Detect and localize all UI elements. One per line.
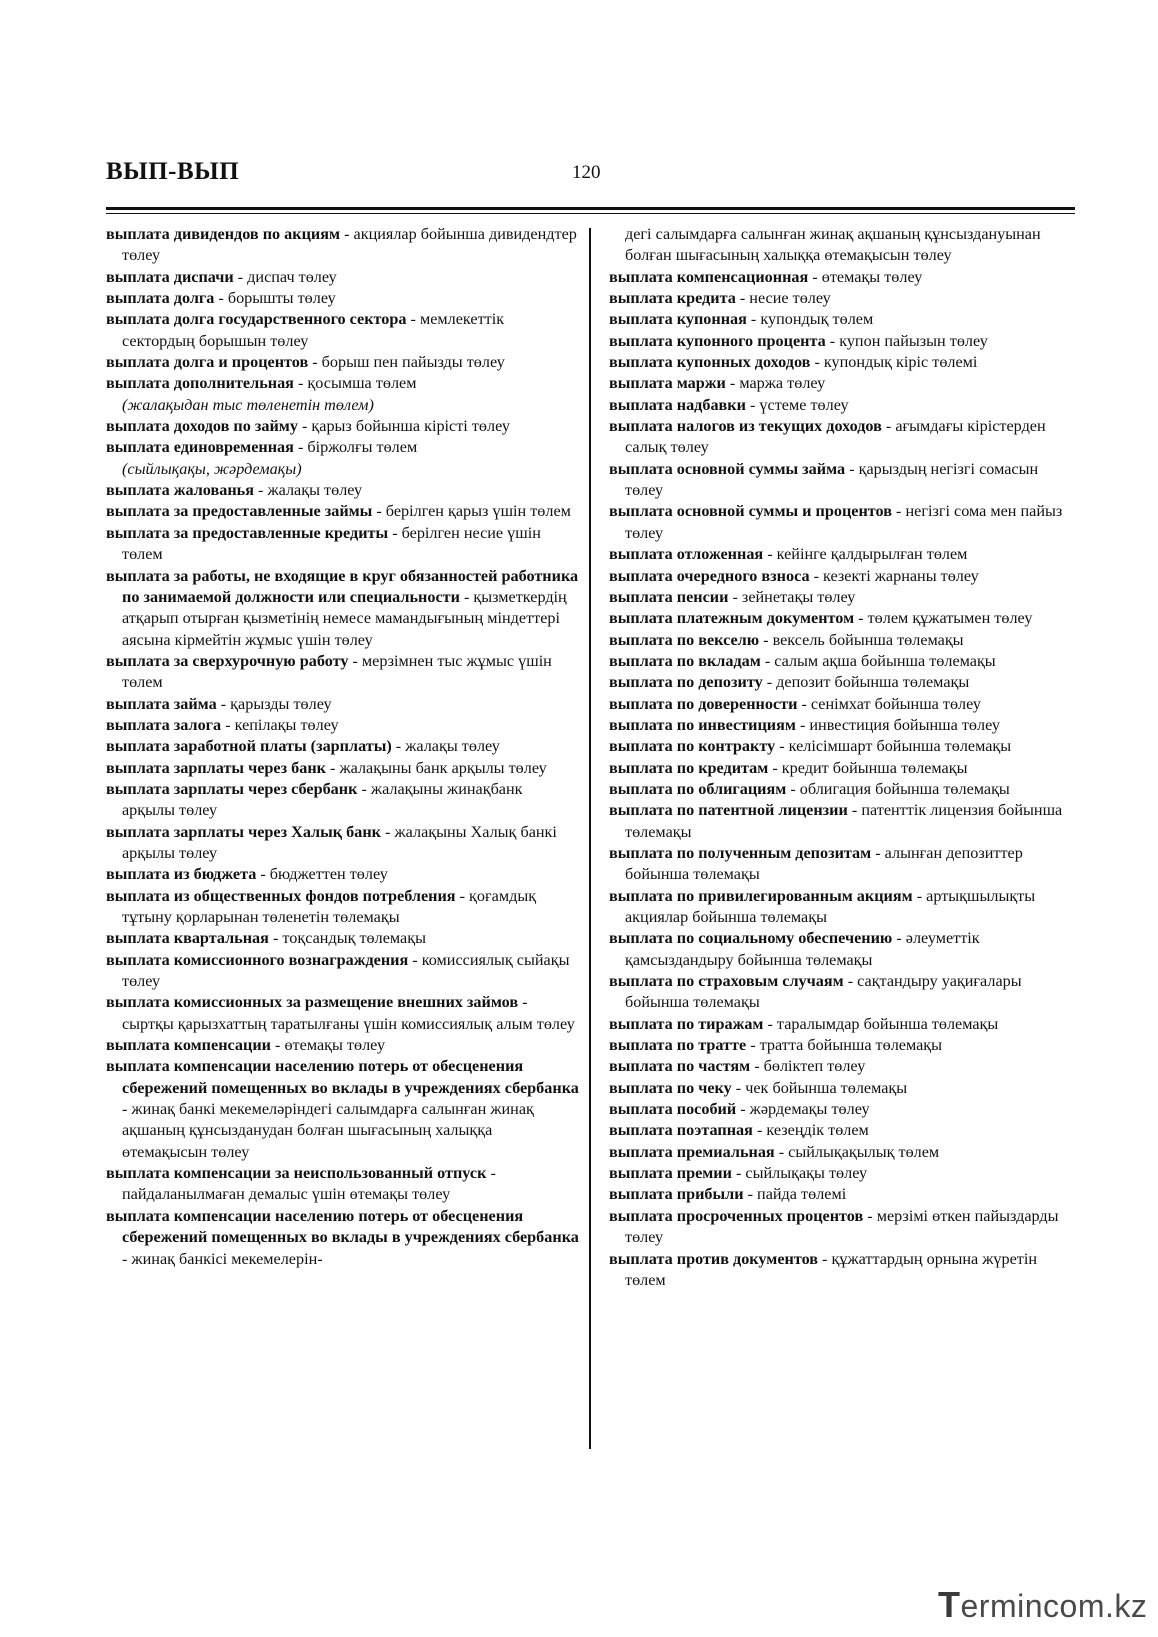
dictionary-entry	[609, 267, 1077, 288]
dictionary-entry	[609, 1206, 1077, 1249]
dictionary-entry	[106, 715, 579, 736]
entry-term: выплата квартальная	[106, 929, 269, 948]
entry-term: выплата по облигациям	[609, 779, 787, 798]
dictionary-entry	[106, 566, 579, 651]
entry-definition: - сыйлықақылық төлем	[774, 1142, 940, 1161]
entry-term: выплата премии	[609, 1164, 732, 1183]
entry-definition: - салым ақша бойынша төлемақы	[760, 651, 996, 670]
entry-term: выплата по тиражам	[609, 1014, 764, 1033]
dictionary-entry	[609, 1163, 1077, 1184]
dictionary-entry	[106, 1206, 579, 1270]
right-column	[609, 224, 1077, 1291]
entry-definition: - облигация бойынша төлемақы	[786, 779, 1010, 798]
entry-definition: - кезекті жарнаны төлеу	[809, 566, 979, 585]
entry-term: выплата по патентной лицензии	[609, 801, 848, 820]
dictionary-entry	[106, 928, 579, 949]
left-column	[106, 224, 579, 1270]
dictionary-entry	[609, 1056, 1077, 1077]
entry-definition: - берілген қарыз үшін төлем	[372, 502, 571, 521]
entry-definition: - комиссиялық сыйақы төлеу	[122, 950, 570, 991]
entry-term: выплата за работы, не входящие в круг обязанностей работника по занимаемой должности или специальности	[106, 566, 579, 606]
entry-term: выплата комиссионного вознаграждения	[106, 950, 409, 969]
entry-term: выплата по векселю	[609, 630, 760, 649]
entry-definition: - қарызды төлеу	[216, 694, 332, 713]
entry-definition: - мерзімі өткен пайыздарды төлеу	[625, 1206, 1059, 1247]
entry-definition: - бюджеттен төлеу	[256, 865, 388, 884]
dictionary-entry	[609, 843, 1077, 886]
entry-term: выплата по доверенности	[609, 694, 798, 713]
entry-definition: - кейінге қалдырылған төлем	[763, 545, 968, 564]
entry-term: выплата основной суммы и процентов	[609, 502, 892, 521]
entry-definition: - жалақы төлеу	[391, 737, 500, 756]
entry-definition: - борышты төлеу	[214, 289, 336, 308]
dictionary-entry	[609, 395, 1077, 416]
entry-term: выплата за предоставленные займы	[106, 502, 373, 521]
entry-definition: - купон пайызын төлеу	[825, 331, 988, 350]
entry-definition: - қызметкердің атқарып отырған қызметінің немесе мамандығының міндеттері аясына кірмейтін жұмыс үшін төлеу	[122, 587, 567, 649]
entry-definition: - артықшылықты акциялар бойынша төлемақы	[625, 886, 1036, 926]
dictionary-entry	[106, 736, 579, 757]
entry-term: выплата займа	[106, 694, 217, 713]
entry-term: выплата премиальная	[609, 1142, 775, 1161]
dictionary-entry	[106, 352, 579, 373]
entry-term: выплата по социальному обеспечению	[609, 929, 893, 948]
entry-term: выплата жалованья	[106, 481, 254, 500]
dictionary-entry	[609, 352, 1077, 373]
entry-definition: - диспач төлеу	[233, 267, 337, 286]
entry-term: выплата зарплаты через банк	[106, 758, 326, 777]
entry-definition: - вексель бойынша төлемақы	[759, 630, 964, 649]
entry-definition: - өтемақы төлеу	[808, 267, 923, 286]
entry-definition: - келісімшарт бойынша төлемақы	[775, 737, 1012, 756]
entry-definition: - жәрдемақы төлеу	[736, 1100, 870, 1119]
dictionary-entry	[609, 373, 1077, 394]
entry-term: выплата просроченных процентов	[609, 1206, 864, 1225]
dictionary-entry	[609, 501, 1077, 544]
dictionary-entry	[609, 459, 1077, 502]
entry-term: выплата по страховым случаям	[609, 972, 844, 991]
dictionary-entry	[609, 1249, 1077, 1292]
dictionary-entry	[106, 267, 579, 288]
entry-term: выплата по кредитам	[609, 758, 769, 777]
entry-definition: - бөліктеп төлеу	[750, 1057, 866, 1076]
entry-definition: - акциялар бойынша дивидендтер төлеу	[122, 225, 577, 265]
entry-definition: - негізгі сома мен пайыз төлеу	[625, 502, 1063, 542]
entry-term: выплата из бюджета	[106, 865, 257, 884]
dictionary-entry	[609, 1120, 1077, 1141]
entry-term: выплата по чеку	[609, 1078, 732, 1097]
dictionary-entry	[106, 224, 579, 267]
entry-term: выплата налогов из текущих доходов	[609, 417, 882, 436]
dictionary-entry	[609, 1035, 1077, 1056]
entry-term: выплата пенсии	[609, 587, 729, 606]
entry-term: выплата платежным документом	[609, 609, 855, 628]
entry-definition: - қарыз бойынша кірісті төлеу	[297, 417, 510, 436]
entry-term: выплата за предоставленные кредиты	[106, 523, 389, 542]
entry-term: выплата кредита	[609, 289, 736, 308]
dictionary-entry	[609, 587, 1077, 608]
entry-definition: - жинақ банкі мекемеләріндегі салымдарға салынған жинақ ақшаның құнсызданудан болған шығасының халыққа өтемақысын төлеу	[122, 1100, 534, 1161]
dictionary-entry	[106, 758, 579, 779]
dictionary-entry	[106, 992, 579, 1035]
entry-term: выплата за сверхурочную работу	[106, 651, 349, 670]
entry-term: выплата поэтапная	[609, 1121, 753, 1140]
dictionary-entry	[609, 928, 1077, 971]
entry-definition: - қоғамдық тұтыну қорларынан төленетін төлемақы	[122, 886, 537, 926]
dictionary-entry	[106, 523, 579, 566]
entry-definition: - тратта бойынша төлемақы	[746, 1036, 943, 1055]
header-rule-thick	[106, 207, 1075, 210]
entry-definition: - купондық кіріс төлемі	[810, 353, 978, 372]
entry-definition: - берілген несие үшін төлем	[122, 523, 541, 564]
entry-term: выплата надбавки	[609, 395, 746, 414]
dictionary-entry	[106, 779, 579, 822]
dictionary-entry	[106, 694, 579, 715]
entry-term: выплата по вкладам	[609, 651, 761, 670]
dictionary-entry	[106, 651, 579, 694]
entry-term: выплата дополнительная	[106, 374, 294, 393]
dictionary-entry	[106, 1035, 579, 1056]
dictionary-entry	[609, 779, 1077, 800]
entry-term: выплата залога	[106, 715, 222, 734]
entry-term: выплата по частям	[609, 1057, 751, 1076]
dictionary-entry	[609, 694, 1077, 715]
entry-definition: - жалақыны жинақбанк арқылы төлеу	[122, 779, 523, 820]
entry-term: выплата комиссионных за размещение внешних займов	[106, 993, 519, 1012]
entry-term: выплата пособий	[609, 1100, 737, 1119]
dictionary-entry	[609, 608, 1077, 629]
dictionary-entry	[609, 1142, 1077, 1163]
dictionary-entry	[106, 864, 579, 885]
entry-definition: - жинақ банкісі мекемелерін-	[122, 1249, 323, 1268]
entry-definition: - өтемақы төлеу	[270, 1036, 386, 1055]
entry-term: выплата долга государственного сектора	[106, 310, 407, 329]
entry-definition: - купондық төлем	[746, 310, 874, 329]
entry-note: (сыйлықақы, жәрдемақы)	[122, 459, 302, 478]
entry-definition: - біржолғы төлем	[293, 438, 418, 457]
entry-term: выплата очередного взноса	[609, 566, 810, 585]
entry-definition: - кезеңдік төлем	[752, 1121, 869, 1140]
entry-term: выплата единовременная	[106, 438, 294, 457]
entry-term: выплата долга	[106, 289, 215, 308]
entry-definition: - сыйлықақы төлеу	[731, 1164, 868, 1183]
entry-term: выплата зарплаты через Халық банк	[106, 822, 381, 841]
page-header-title: ВЫП-ВЫП	[106, 158, 240, 185]
logo-text: ermincom.kz	[960, 1588, 1148, 1624]
dictionary-entry	[106, 886, 579, 929]
entry-term: выплата купонных доходов	[609, 353, 811, 372]
entry-definition: - маржа төлеу	[725, 374, 826, 393]
entry-note: (жалақыдан тыс төленетін төлем)	[122, 395, 374, 414]
dictionary-entry	[609, 288, 1077, 309]
entry-term: выплата основной суммы займа	[609, 459, 846, 478]
entry-definition: - кредит бойынша төлемақы	[768, 758, 968, 777]
column-divider	[589, 228, 591, 1449]
logo-initial: T	[938, 1584, 961, 1625]
dictionary-entry	[106, 288, 579, 309]
entry-definition: - жалақыны Халық банкі арқылы төлеу	[122, 822, 557, 862]
header-rule-thin	[106, 213, 1075, 214]
dictionary-entry	[609, 1099, 1077, 1120]
entry-definition: - тоқсандық төлемақы	[268, 929, 426, 948]
dictionary-entry	[106, 437, 579, 480]
entry-definition: - ағымдағы кірістерден салық төлеу	[625, 417, 1046, 457]
entry-definition: - әлеуметтік қамсыздандыру бойынша төлемақы	[625, 929, 980, 969]
entry-term: выплата компенсации за неиспользованный отпуск	[106, 1164, 487, 1183]
entry-definition: - зейнетақы төлеу	[728, 587, 856, 606]
entry-term: выплата маржи	[609, 374, 726, 393]
entry-term: выплата из общественных фондов потребления	[106, 886, 456, 905]
dictionary-entry	[609, 800, 1077, 843]
entry-term: выплата доходов по займу	[106, 417, 298, 436]
entry-definition: - сақтандыру уақиғалары бойынша төлемақы	[625, 972, 1022, 1012]
entry-definition: дегі салымдарға салынған жинақ ақшаның құнсыздануынан болған шығасының халыққа өтемақысын төлеу	[625, 225, 1041, 265]
dictionary-entry	[609, 651, 1077, 672]
entry-definition: - пайдаланылмаған демалыс үшін өтемақы төлеу	[122, 1164, 496, 1204]
dictionary-entry	[609, 566, 1077, 587]
entry-term: выплата по депозиту	[609, 673, 763, 692]
dictionary-entry	[609, 544, 1077, 565]
entry-definition: - таралымдар бойынша төлемақы	[763, 1014, 999, 1033]
entry-term: выплата диспачи	[106, 267, 234, 286]
entry-definition: - алынған депозиттер бойынша төлемақы	[625, 843, 1023, 884]
entry-definition: - пайда төлемі	[743, 1185, 847, 1204]
entry-definition: - үстеме төлеу	[745, 395, 849, 414]
dictionary-entry	[609, 736, 1077, 757]
dictionary-entry	[609, 309, 1077, 330]
dictionary-entry	[609, 630, 1077, 651]
dictionary-entry	[609, 224, 1077, 267]
entry-definition: - сыртқы қарызхаттың таратылғаны үшін комиссиялық алым төлеу	[122, 993, 575, 1033]
entry-term: выплата по полученным депозитам	[609, 843, 872, 862]
page-number: 120	[572, 162, 601, 183]
entry-definition: - қосымша төлем	[293, 374, 417, 393]
entry-term: выплата компенсации	[106, 1036, 271, 1055]
dictionary-entry	[609, 715, 1077, 736]
entry-term: выплата дивидендов по акциям	[106, 225, 341, 243]
dictionary-entry	[609, 331, 1077, 352]
entry-definition: - қарыздың негізгі сомасын төлеу	[625, 459, 1039, 500]
entry-term: выплата по привилегированным акциям	[609, 886, 913, 905]
dictionary-entry	[106, 373, 579, 416]
entry-definition: - несие төлеу	[735, 289, 831, 308]
dictionary-entry	[609, 971, 1077, 1014]
entry-definition: - сенімхат бойынша төлеу	[797, 694, 982, 713]
entry-definition: - патенттік лицензия бойынша төлемақы	[625, 801, 1063, 841]
dictionary-entry	[106, 501, 579, 522]
termincom-logo[interactable]	[938, 1584, 1147, 1626]
entry-term: выплата компенсации населению потерь от обесценения сбережений помещенных во вклады в учреждениях сбербанка	[106, 1206, 579, 1247]
entry-term: выплата заработной платы (зарплаты)	[106, 737, 392, 756]
dictionary-entry	[106, 822, 579, 865]
entry-definition: - кепілақы төлеу	[221, 715, 339, 734]
dictionary-entry	[106, 1163, 579, 1206]
entry-definition: - чек бойынша төлемақы	[731, 1078, 908, 1097]
dictionary-entry	[609, 672, 1077, 693]
entry-term: выплата по контракту	[609, 737, 776, 756]
entry-term: выплата отложенная	[609, 545, 764, 564]
entry-term: выплата по тратте	[609, 1036, 747, 1055]
entry-definition: - төлем құжатымен төлеу	[854, 609, 1033, 628]
entry-term: выплата по инвестициям	[609, 715, 796, 734]
entry-term: выплата компенсации населению потерь от обесценения сбережений помещенных во вклады в учреждениях сбербанка	[106, 1057, 579, 1097]
dictionary-entry	[609, 1184, 1077, 1205]
entry-definition: - борыш пен пайызды төлеу	[308, 353, 505, 372]
dictionary-entry	[106, 1056, 579, 1163]
dictionary-entry	[106, 309, 579, 352]
entry-definition: - мерзімнен тыс жұмыс үшін төлем	[122, 651, 552, 692]
dictionary-entry	[106, 950, 579, 993]
entry-term: выплата зарплаты через сбербанк	[106, 779, 358, 798]
entry-term: выплата компенсационная	[609, 267, 809, 286]
entry-term: выплата против документов	[609, 1249, 818, 1268]
dictionary-entry	[609, 1014, 1077, 1035]
entry-term: выплата купонного процента	[609, 331, 826, 350]
entry-term: выплата долга и процентов	[106, 353, 309, 372]
entry-definition: - инвестиция бойынша төлеу	[795, 715, 1000, 734]
entry-definition: - жалақы төлеу	[253, 481, 363, 500]
entry-term: выплата купонная	[609, 310, 747, 329]
dictionary-entry	[609, 416, 1077, 459]
dictionary-entry	[609, 1078, 1077, 1099]
dictionary-entry	[609, 886, 1077, 929]
entry-definition: - мемлекеттік сектордың борышын төлеу	[122, 310, 505, 350]
dictionary-entry	[106, 416, 579, 437]
dictionary-entry	[609, 758, 1077, 779]
entry-definition: - құжаттардың орнына жүретін төлем	[625, 1249, 1038, 1289]
entry-term: выплата прибыли	[609, 1185, 744, 1204]
entry-definition: - депозит бойынша төлемақы	[762, 673, 970, 692]
dictionary-entry	[106, 480, 579, 501]
entry-definition: - жалақыны банк арқылы төлеу	[325, 758, 547, 777]
